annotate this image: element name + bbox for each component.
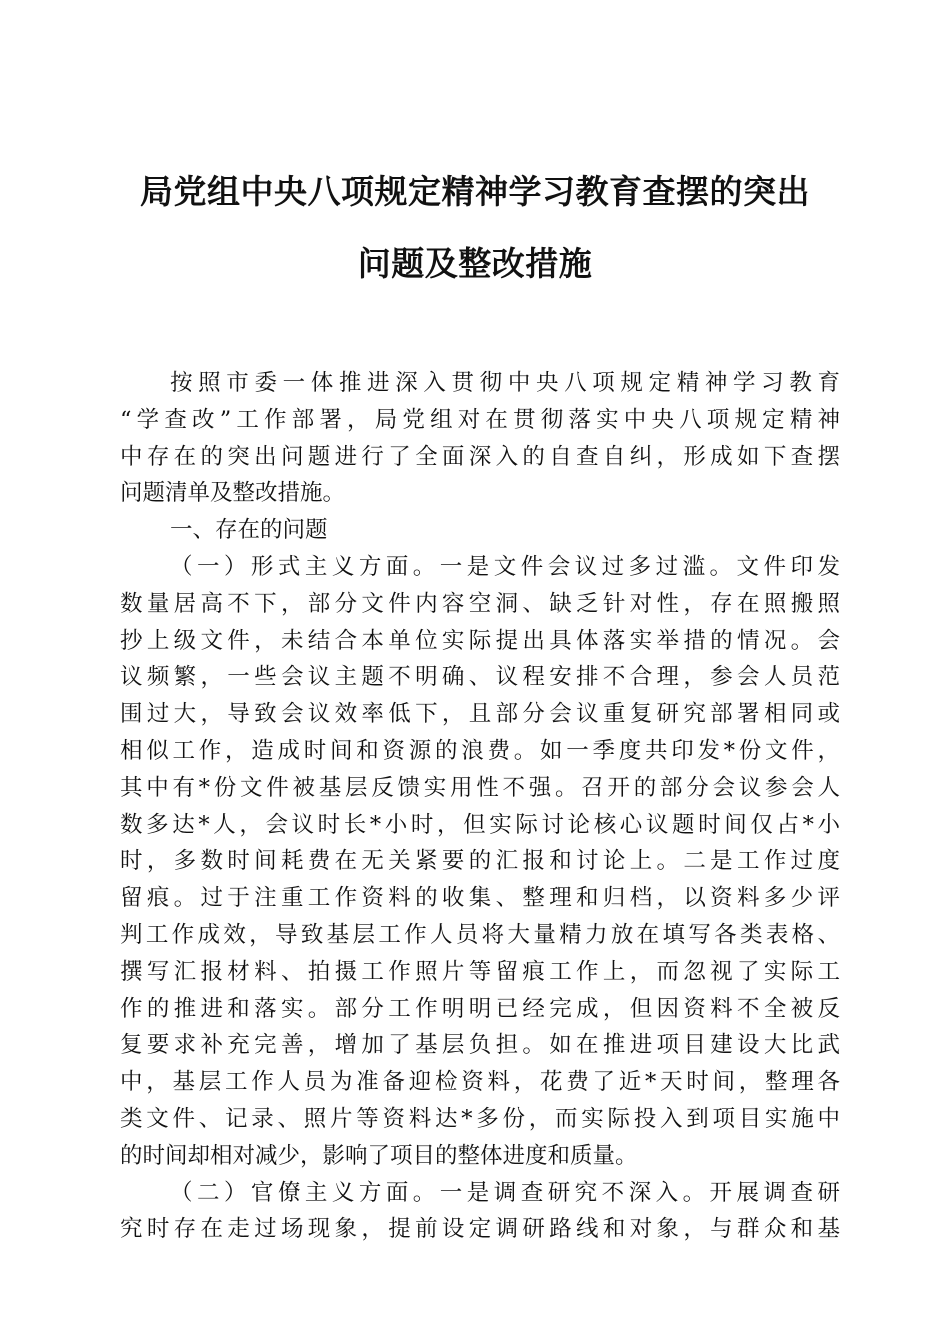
intro-line: 按照市委一体推进深入贯彻中央八项规定精神学习教育	[170, 370, 840, 396]
item1-line: 数量居高不下，部分文件内容空洞、缺乏针对性，存在照搬照	[120, 590, 840, 617]
item1-label: （一）形式主义方面。	[170, 553, 440, 580]
intro-line: “学查改”工作部署，局党组对在贯彻落实中央八项规定精神	[120, 406, 840, 433]
item2-line: 究时存在走过场现象，提前设定调研路线和对象，与群众和基	[120, 1216, 840, 1243]
section-heading: 一、存在的问题	[170, 517, 328, 544]
item1-first-text: 一是文件会议过多过滥。文件印发	[439, 553, 840, 580]
intro-line: 问题清单及整改措施。	[120, 480, 346, 507]
item2-first-text: 一是调查研究不深入。开展调查研	[439, 1179, 840, 1206]
item1-line: 数多达*人，会议时长*小时，但实际讨论核心议题时间仅占*小	[120, 811, 840, 838]
item1-line: 抄上级文件，未结合本单位实际提出具体落实举措的情况。会	[120, 627, 840, 654]
item1-line: 中，基层工作人员为准备迎检资料，花费了近*天时间，整理各	[120, 1069, 840, 1096]
item1-line: 围过大，导致会议效率低下，且部分会议重复研究部署相同或	[120, 701, 840, 728]
item1-line: 其中有*份文件被基层反馈实用性不强。召开的部分会议参会人	[120, 774, 840, 801]
item1-line: 撰写汇报材料、拍摄工作照片等留痕工作上，而忽视了实际工	[120, 958, 840, 985]
document-body	[120, 365, 840, 1248]
item1-line: 留痕。过于注重工作资料的收集、整理和归档，以资料多少评	[120, 885, 840, 912]
document-title-line-2: 问题及整改措施	[357, 244, 593, 283]
item1-line: 时，多数时间耗费在无关紧要的汇报和讨论上。二是工作过度	[120, 848, 840, 875]
item1-line: 判工作成效，导致基层工作人员将大量精力放在填写各类表格、	[120, 921, 840, 948]
item1-line: 类文件、记录、照片等资料达*多份，而实际投入到项目实施中	[120, 1105, 840, 1132]
intro-line: 中存在的突出问题进行了全面深入的自查自纠，形成如下查摆	[120, 443, 840, 470]
document-title-line-1: 局党组中央八项规定精神学习教育查摆的突出	[140, 172, 810, 211]
item2-first-line	[120, 1175, 840, 1212]
item1-line: 作的推进和落实。部分工作明明已经完成，但因资料不全被反	[120, 995, 840, 1022]
item1-line: 议频繁，一些会议主题不明确、议程安排不合理，参会人员范	[120, 664, 840, 691]
item1-line: 的时间却相对减少，影响了项目的整体进度和质量。	[120, 1142, 638, 1169]
item2-label: （二）官僚主义方面。	[170, 1179, 440, 1206]
item1-first-line	[120, 549, 840, 586]
item1-line: 复要求补充完善，增加了基层负担。如在推进项目建设大比武	[120, 1032, 840, 1059]
item1-line: 相似工作，造成时间和资源的浪费。如一季度共印发*份文件，	[120, 737, 840, 764]
